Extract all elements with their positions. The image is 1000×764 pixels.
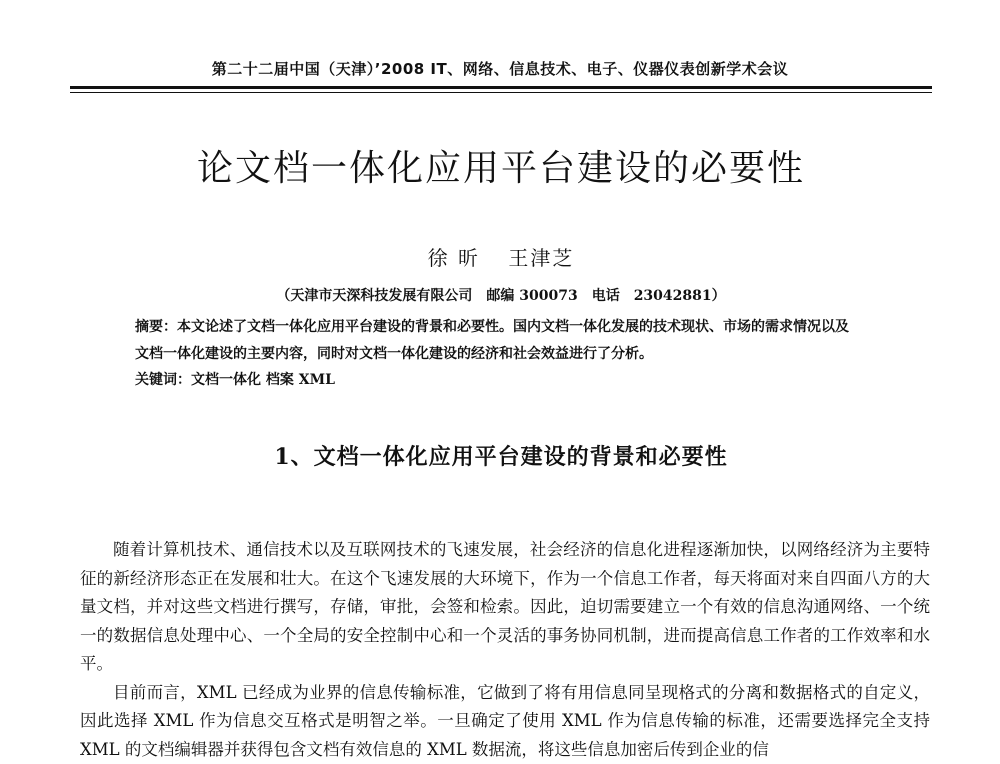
keywords [135,369,855,389]
keywords-text: 文档一体化 档案 XML [191,372,335,388]
keywords-label: 关键词： [135,372,191,388]
body-text [80,536,930,764]
abstract-label: 摘要： [135,319,177,335]
header-rule-thin [70,92,932,93]
author-list [70,242,932,271]
conference-header: 第二十二届中国（天津）’2008 IT、网络、信息技术、电子、仪器仪表创新学术会议 [70,58,930,79]
paper-title: 论文档一体化应用平台建设的必要性 [70,140,932,191]
author-1: 徐 昕 [428,246,480,270]
author-2: 王津芝 [508,246,574,270]
header-rule-thick [70,86,932,89]
affiliation: （天津市天深科技发展有限公司 邮编 300073 电话 23042881） [70,285,932,305]
paragraph-2: 目前而言，XML 已经成为业界的信息传输标准，它做到了将有用信息同呈现格式的分离和数据格式的自定义，因此选择 XML 作为信息交互格式是明智之举。一旦确定了使用 XML 作为信息传输的标准，还需要选择完全支持 XML 的文档编辑器并获得包含文档有效信息的 XML 数据流，将这些信息加密后传到企业的信 [80,679,930,764]
abstract-text: 本文论述了文档一体化应用平台建设的背景和必要性。国内文档一体化发展的技术现状、市场的需求情况以及文档一体化建设的主要内容，同时对文档一体化建设的经济和社会效益进行了分析。 [135,319,849,362]
abstract [135,314,855,368]
paragraph-1: 随着计算机技术、通信技术以及互联网技术的飞速发展，社会经济的信息化进程逐渐加快，以网络经济为主要特征的新经济形态正在发展和壮大。在这个飞速发展的大环境下，作为一个信息工作者，每天将面对来自四面八方的大量文档，并对这些文档进行撰写，存储，审批，会签和检索。因此，迫切需要建立一个有效的信息沟通网络、一个统一的数据信息处理中心、一个全局的安全控制中心和一个灵活的事务协同机制，进而提高信息工作者的工作效率和水平。 [80,536,930,679]
section-heading: 1、文档一体化应用平台建设的背景和必要性 [70,440,932,471]
